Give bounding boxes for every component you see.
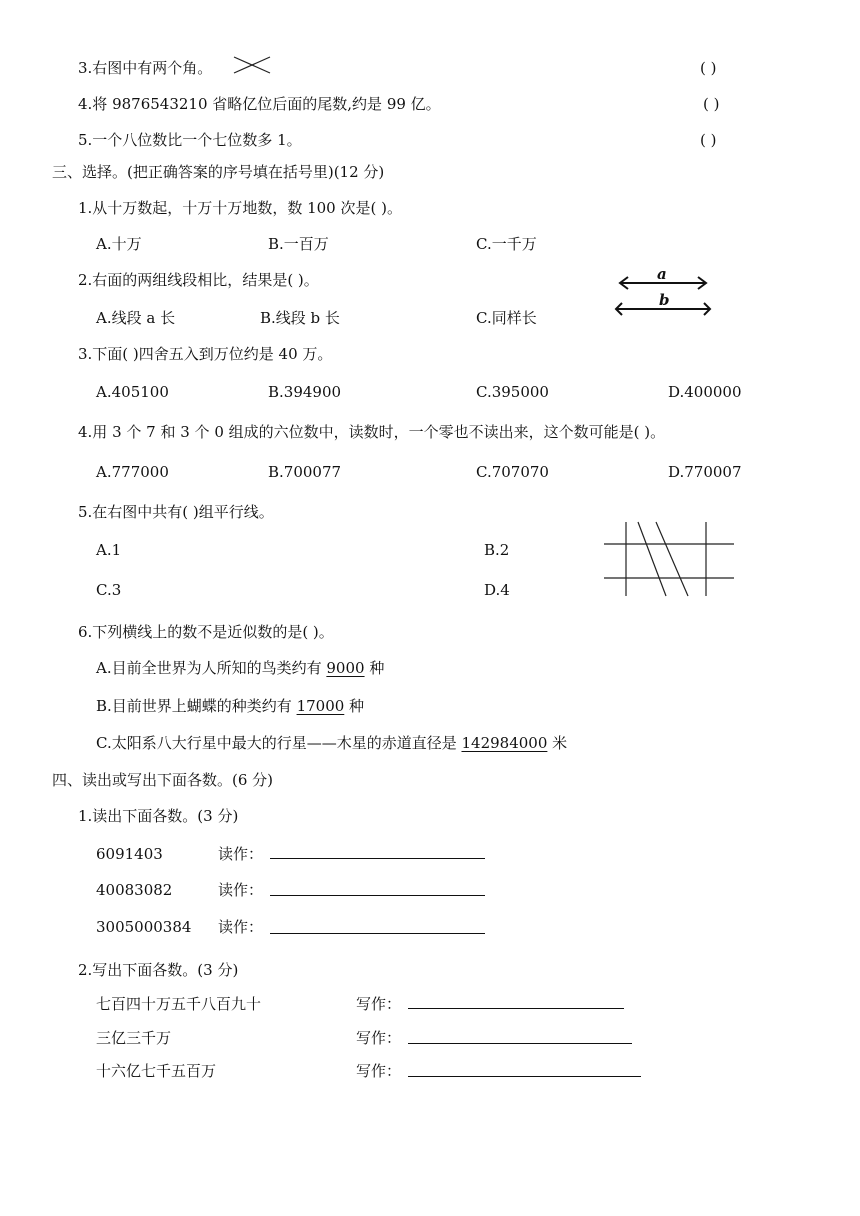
choice-q3-option-b[interactable]: B.394900 — [268, 383, 342, 401]
choice-q2-option-b[interactable]: B.线段 b 长 — [260, 309, 340, 327]
parallel-lines-figure — [604, 520, 736, 598]
segment-a-label: a — [657, 265, 667, 283]
write-number-1: 七百四十万五千八百九十 — [96, 995, 262, 1013]
option-a-text: A.目前全世界为人所知的鸟类约有 — [96, 659, 327, 677]
choice-q2-option-a[interactable]: A.线段 a 长 — [96, 309, 176, 327]
option-c-number: 142984000 — [461, 734, 548, 752]
section-choice-heading: 三、选择。(把正确答案的序号填在括号里)(12 分) — [52, 163, 385, 181]
read-number-1: 6091403 — [96, 845, 163, 863]
option-c-text: C.太阳系八大行星中最大的行星——木星的赤道直径是 — [96, 734, 462, 752]
choice-q6-option-b[interactable] — [96, 696, 364, 716]
choice-q2-stem: 2.右面的两组线段相比，结果是( )。 — [78, 271, 319, 289]
read-label-2: 读作： — [218, 881, 264, 899]
choice-q5-option-b[interactable]: B.2 — [484, 541, 510, 559]
choice-q4-option-d[interactable]: D.770007 — [668, 463, 742, 481]
write-task-title: 2.写出下面各数。(3 分) — [78, 961, 239, 979]
option-a-number: 9000 — [326, 659, 365, 677]
choice-q3-option-a[interactable]: A.405100 — [96, 383, 169, 401]
judge-q3: 3.右图中有两个角。 — [78, 59, 213, 77]
read-label-1: 读作： — [218, 845, 264, 863]
choice-q4-option-c[interactable]: C.707070 — [476, 463, 549, 481]
choice-q1-stem: 1.从十万数起，十万十万地数，数 100 次是( )。 — [78, 199, 402, 217]
choice-q5-option-c[interactable]: C.3 — [96, 581, 122, 599]
judge-q4: 4.将 9876543210 省略亿位后面的尾数,约是 99 亿。 — [78, 95, 441, 113]
judge-q5-answer-paren[interactable]: ( ) — [700, 131, 717, 149]
read-answer-line-2[interactable] — [270, 895, 485, 896]
write-number-3: 十六亿七千五百万 — [96, 1062, 217, 1080]
write-answer-line-3[interactable] — [408, 1076, 641, 1077]
choice-q6-stem: 6.下列横线上的数不是近似数的是( )。 — [78, 623, 334, 641]
choice-q5-option-a[interactable]: A.1 — [96, 541, 122, 559]
write-answer-line-2[interactable] — [408, 1043, 632, 1044]
choice-q6-option-c[interactable] — [96, 733, 567, 753]
choice-q3-option-c[interactable]: C.395000 — [476, 383, 549, 401]
choice-q1-option-c[interactable]: C.一千万 — [476, 235, 537, 253]
write-label-2: 写作： — [356, 1029, 402, 1047]
read-answer-line-3[interactable] — [270, 933, 485, 934]
judge-q4-answer-paren[interactable]: ( ) — [703, 95, 720, 113]
write-number-2: 三亿三千万 — [96, 1029, 172, 1047]
choice-q4-option-a[interactable]: A.777000 — [96, 463, 169, 481]
choice-q1-option-b[interactable]: B.一百万 — [268, 235, 329, 253]
option-b-unit: 种 — [344, 697, 365, 715]
option-a-unit: 种 — [364, 659, 385, 677]
section-read-write-heading: 四、读出或写出下面各数。(6 分) — [52, 771, 274, 789]
read-task-title: 1.读出下面各数。(3 分) — [78, 807, 239, 825]
option-c-unit: 米 — [547, 734, 568, 752]
read-label-3: 读作： — [218, 918, 264, 936]
choice-q5-option-d[interactable]: D.4 — [484, 581, 510, 599]
judge-q3-answer-paren[interactable]: ( ) — [700, 59, 717, 77]
choice-q3-stem: 3.下面( )四舍五入到万位约是 40 万。 — [78, 345, 333, 363]
write-label-3: 写作： — [356, 1062, 402, 1080]
crossed-lines-figure — [232, 54, 272, 76]
read-answer-line-1[interactable] — [270, 858, 485, 859]
choice-q4-option-b[interactable]: B.700077 — [268, 463, 342, 481]
option-b-number: 17000 — [296, 697, 345, 715]
segment-b-label: b — [659, 291, 670, 309]
option-b-text: B.目前世界上蝴蝶的种类约有 — [96, 697, 297, 715]
read-number-3: 3005000384 — [96, 918, 192, 936]
choice-q6-option-a[interactable] — [96, 658, 384, 678]
choice-q3-option-d[interactable]: D.400000 — [668, 383, 742, 401]
choice-q2-option-c[interactable]: C.同样长 — [476, 309, 537, 327]
choice-q4-stem: 4.用 3 个 7 和 3 个 0 组成的六位数中，读数时，一个零也不读出来，这个数可能是( )。 — [78, 423, 666, 441]
choice-q5-stem: 5.在右图中共有( )组平行线。 — [78, 503, 274, 521]
choice-q1-option-a[interactable]: A.十万 — [96, 235, 142, 253]
judge-q5: 5.一个八位数比一个七位数多 1。 — [78, 131, 302, 149]
read-number-2: 40083082 — [96, 881, 173, 899]
write-label-1: 写作： — [356, 995, 402, 1013]
write-answer-line-1[interactable] — [408, 1008, 624, 1009]
